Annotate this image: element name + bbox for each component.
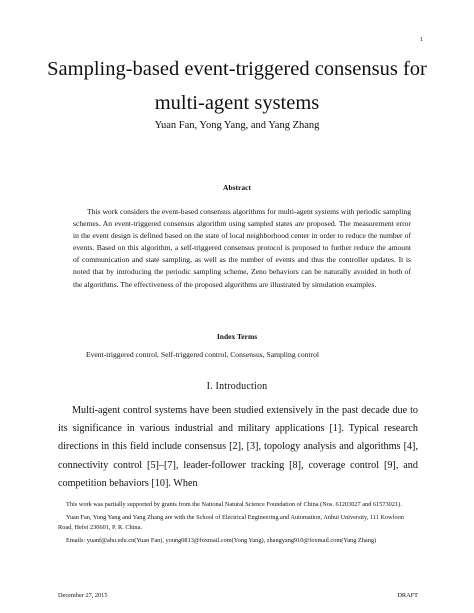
introduction-text: Multi-agent control systems have been studied extensively in the past decade due to its significance in various industrial and military applications [1]. Typical research directions in this field include consensus [2], [3], topology analysis and algorithms [4], connectivity control [5]–[7], leader-follower tracking [8], coverage control [9], and competition behaviors [10]. When	[58, 405, 418, 489]
section-heading-introduction: I. Introduction	[206, 381, 268, 392]
title-line-2: multi-agent systems	[154, 92, 320, 114]
title-line-1: Sampling-based event-triggered consensus for	[47, 58, 427, 80]
page-number: 1	[419, 36, 423, 43]
paper-title	[0, 52, 474, 120]
footnote-emails: Emails: yuanf@ahu.edu.cn(Yuan Fan), young0813@foxmail.com(Yong Yang), zhangyang910@foxmail.com(Yang Zhang)	[66, 537, 377, 545]
footnotes	[58, 500, 420, 549]
abstract-heading: Abstract	[223, 183, 251, 192]
footer-draft-label: DRAFT	[397, 592, 418, 599]
footer-date: December 27, 2015	[58, 592, 108, 599]
index-terms-text: Event-triggered control, Self-triggered control, Consensus, Sampling control	[86, 350, 320, 359]
footnote-funding: This work was partially supported by grants from the National Natural Science Foundation of China (Nos. 61203027 and 61573021).	[66, 501, 402, 508]
author-list: Yuan Fan, Yong Yang, and Yang Zhang	[154, 120, 320, 131]
index-terms-heading: Index Terms	[216, 332, 258, 341]
abstract-text: This work considers the event-based consensus algorithms for multi-agent systems with periodic sampling schemes. An event-triggered consensus algorithm using sampled states are proposed. The measurement error in the event design is defined based on the state of local neighborhood center in order to reduce the number of events. Based on this algorithm, a self-triggered consensus protocol is proposed to further reduce the amount of communication and state sampling, as well as the number of events and thus the controller updates. It is noted that by introducing the periodic sampling scheme, Zeno behaviors can be naturally avoided in both of the algorithms. The effectiveness of the proposed algorithms are illustrated by simulation examples.	[73, 207, 411, 289]
footnote-affiliation: Yuan Fan, Yong Yang and Yang Zhang are with the School of Electrical Engineering and Automation, Anhui University, 111 Kowloon Road, Hefei 230601, P. R. China.	[58, 513, 404, 532]
